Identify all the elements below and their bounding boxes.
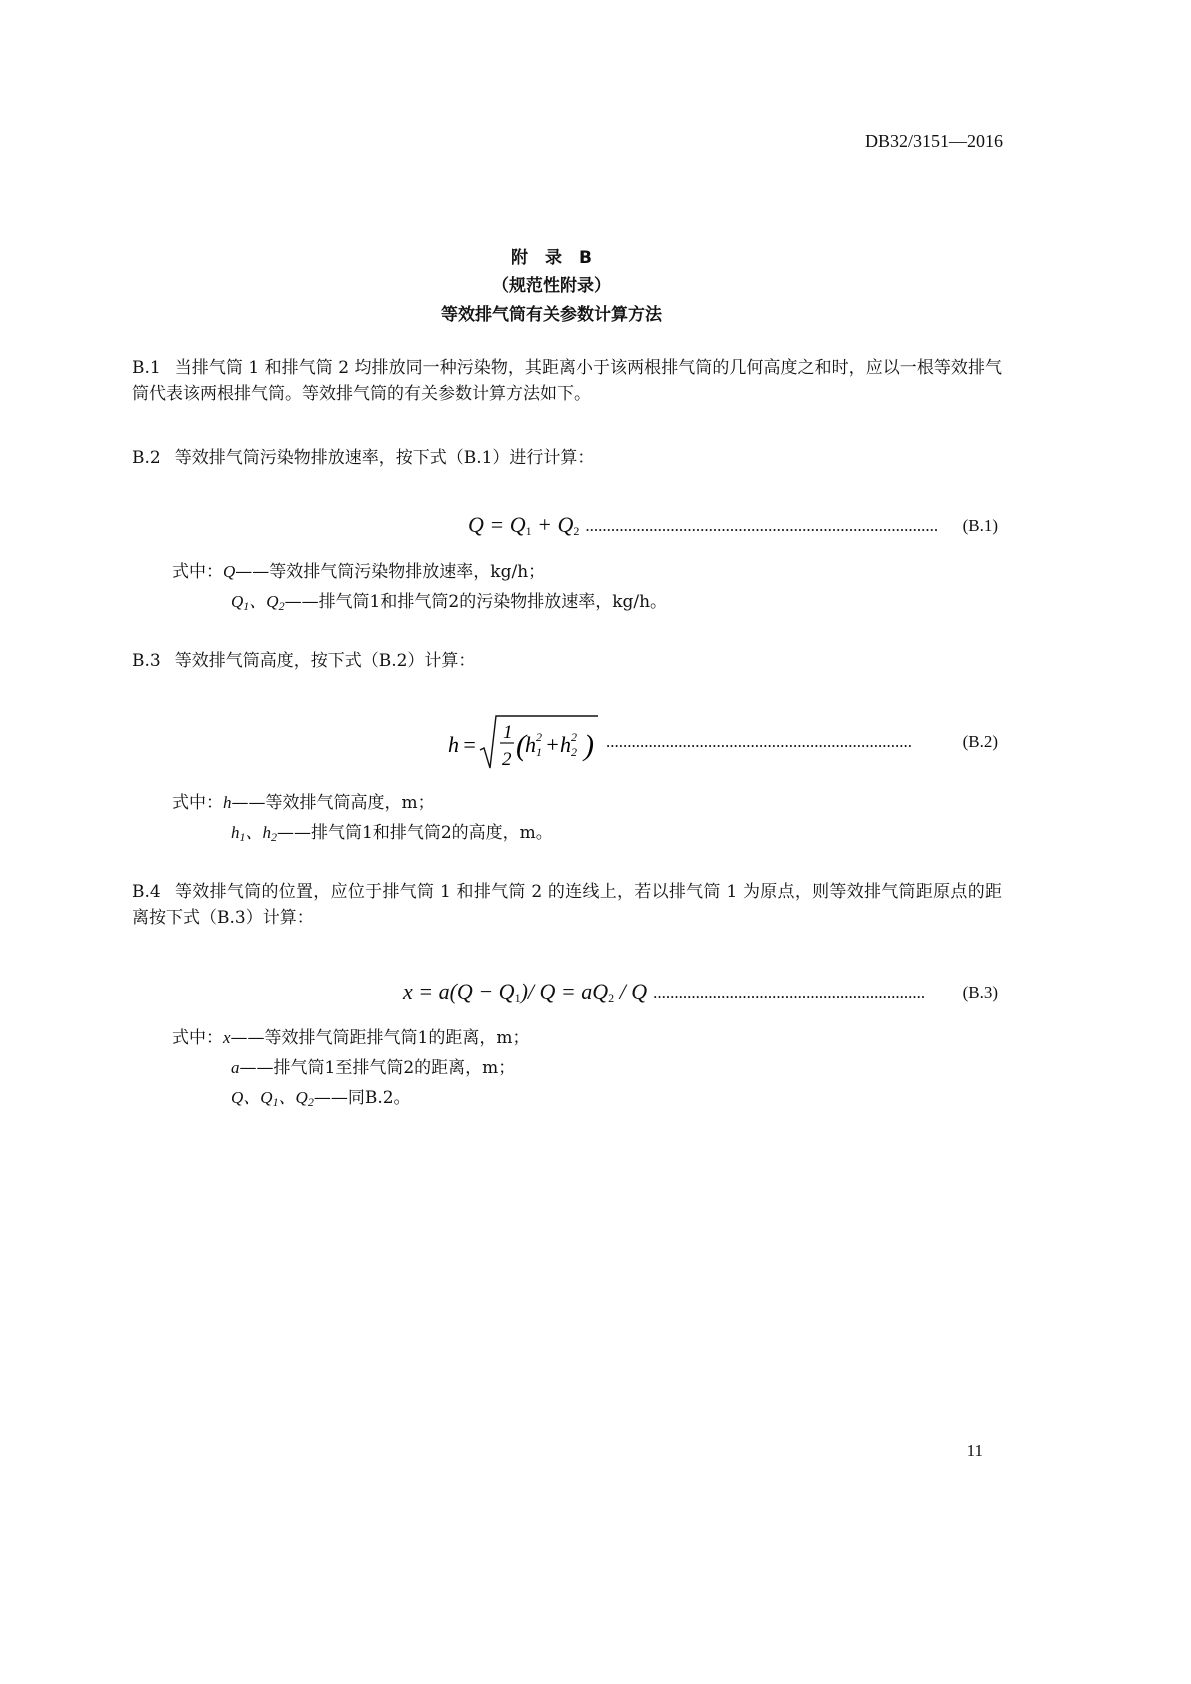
section-number: B.4 [132, 882, 161, 902]
section-b1 [132, 355, 1002, 407]
definition-text: ——排气筒1和排气筒2的污染物排放速率，kg/h。 [284, 592, 668, 612]
formula-b1 [468, 512, 998, 539]
variable: x [223, 1028, 231, 1047]
definition-text: ——排气筒1至排气筒2的距离，m； [239, 1058, 516, 1078]
section-number: B.2 [132, 448, 161, 468]
definition-h [172, 790, 435, 816]
leader-dots: ........................................................................ [606, 732, 912, 751]
equation-number: (B.3) [962, 982, 998, 1002]
sqrt-formula [448, 712, 600, 772]
variable: $Q_1$、$Q_2$ [231, 592, 285, 613]
page-number: 11 [966, 1441, 983, 1460]
formula-b2 [448, 712, 998, 772]
definition-q [172, 559, 545, 585]
svg-text:h: h [525, 732, 536, 757]
definition-prefix: 式中： [172, 562, 223, 582]
definition-h1-h2 [231, 820, 553, 850]
svg-text:1: 1 [536, 745, 542, 759]
svg-text:=: = [462, 732, 477, 757]
svg-text:2: 2 [536, 730, 542, 744]
variable: $h_1$、$h_2$ [231, 823, 277, 844]
variable: h [223, 793, 232, 812]
formula-expression: $Q = Q_1 + Q_2$ [468, 512, 580, 538]
definition-text: ——等效排气筒污染物排放速率，kg/h； [235, 562, 546, 582]
definition-prefix: 式中： [172, 793, 223, 813]
definition-text: ——等效排气筒高度，m； [231, 793, 435, 813]
svg-text:(: ( [516, 729, 526, 762]
section-number: B.3 [132, 651, 161, 671]
formula-b3 [403, 979, 998, 1006]
svg-text:2: 2 [502, 749, 512, 770]
definition-q-q1-q2 [231, 1085, 411, 1115]
variable: Q、$Q_1$、$Q_2$ [231, 1088, 314, 1109]
appendix-type: （规范性附录） [492, 276, 611, 296]
section-b3 [132, 648, 1002, 674]
definition-text: ——排气筒1和排气筒2的高度，m。 [277, 823, 553, 843]
section-text: 等效排气筒的位置，应位于排气筒 1 和排气筒 2 的连线上，若以排气筒 1 为原点，则等效排气筒距原点的距离按下式（B.3）计算： [132, 882, 1002, 928]
svg-text:h: h [448, 732, 459, 757]
definition-x [172, 1025, 529, 1051]
leader-dots: ................................................................................... [585, 515, 939, 535]
equation-number: (B.1) [962, 515, 998, 535]
svg-text:2: 2 [571, 745, 577, 759]
definition-text: ——同B.2。 [313, 1088, 411, 1108]
appendix-title: 等效排气筒有关参数计算方法 [441, 305, 662, 325]
document-code: DB32/3151—2016 [864, 131, 1003, 151]
definition-q1-q2 [231, 589, 667, 619]
section-b4 [132, 879, 1002, 931]
variable: a [231, 1058, 240, 1077]
leader-dots: ................................................................ [653, 982, 926, 1002]
variable: Q [223, 562, 236, 581]
section-text: 等效排气筒污染物排放速率，按下式（B.1）进行计算： [174, 448, 595, 468]
svg-text:2: 2 [571, 730, 577, 744]
formula-expression: $x = a(Q - Q_1)/$ $Q = aQ_2 / Q$ [403, 979, 648, 1005]
svg-text:+: + [545, 732, 560, 757]
definition-prefix: 式中： [172, 1028, 223, 1048]
section-text: 等效排气筒高度，按下式（B.2）计算： [174, 651, 476, 671]
appendix-label: 附 录 B [511, 248, 592, 268]
svg-text:): ) [584, 729, 594, 762]
section-b2 [132, 445, 1002, 471]
section-text: 当排气筒 1 和排气筒 2 均排放同一种污染物，其距离小于该两根排气筒的几何高度之和时，应以一根等效排气筒代表该两根排气筒。等效排气筒的有关参数计算方法如下。 [132, 358, 1002, 404]
svg-text:1: 1 [503, 722, 513, 743]
svg-text:h: h [560, 732, 571, 757]
section-number: B.1 [132, 358, 161, 378]
equation-number: (B.2) [962, 732, 998, 751]
definition-text: ——等效排气筒距排气筒1的距离，m； [230, 1028, 530, 1048]
definition-a [231, 1055, 515, 1081]
